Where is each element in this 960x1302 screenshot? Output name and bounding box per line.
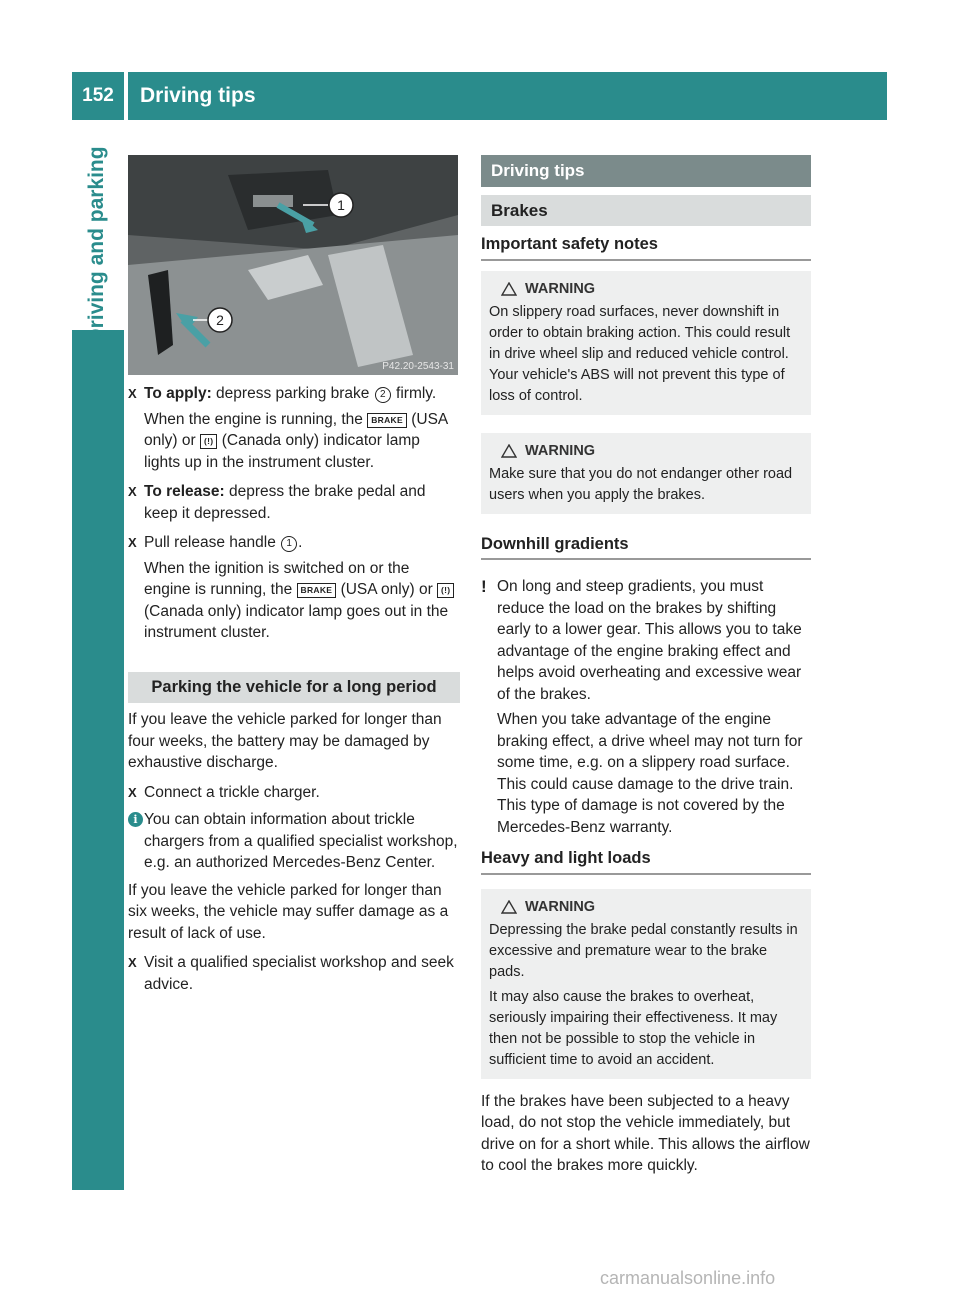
paragraph: If you leave the vehicle parked for longer than six weeks, the vehicle may suffer damage as a result of lack of use. [128, 881, 449, 942]
figure-callout-1: 1 [337, 197, 345, 213]
info-note [128, 809, 460, 874]
step-text: Pull release handle [144, 534, 281, 551]
right-column [481, 155, 811, 1177]
left-column [128, 155, 460, 995]
warning-label: WARNING [525, 442, 596, 459]
caution-text: On long and steep gradients, you must reduce the load on the brakes by shifting early to a lower gear. This allows you to take advantage of the engine braking effect and helps avoid overheating and excessive wear of the brakes. [497, 578, 802, 703]
step-text: depress the brake pedal and keep it depressed. [144, 483, 426, 522]
figure-callout-2: 2 [216, 312, 224, 328]
step-release [128, 481, 460, 524]
warning-header [501, 897, 803, 918]
caution-icon: ! [481, 577, 487, 596]
warning-triangle-icon [501, 282, 517, 296]
step-arrow-icon: X [128, 955, 137, 970]
warning-label: WARNING [525, 280, 596, 297]
heading-downhill: Downhill gradients [481, 534, 811, 561]
brake-indicator-icon: BRAKE [297, 583, 337, 598]
step-pull-handle [128, 532, 460, 644]
page-number: 152 [82, 85, 114, 106]
step-note: (USA only) or [144, 410, 448, 449]
heading-loads: Heavy and light loads [481, 848, 811, 875]
parking-brake-figure [128, 155, 458, 375]
warning-triangle-icon [501, 444, 517, 458]
callout-ref: 2 [375, 387, 391, 403]
parking-brake-illustration [128, 155, 458, 375]
warning-header [501, 441, 803, 462]
step-text: firmly. [391, 385, 437, 402]
section-title-long-parking: Parking the vehicle for a long period [128, 672, 460, 704]
step-arrow-icon: X [128, 484, 137, 499]
warning-text: Make sure that you do not endanger other road users when you apply the brakes. [489, 465, 793, 503]
section-title-driving-tips: Driving tips [481, 155, 811, 187]
info-icon: i [128, 812, 143, 827]
warning-text: Depressing the brake pedal constantly results in excessive and premature wear to the brake pads. [489, 921, 798, 980]
caution-text: When you take advantage of the engine braking effect, a drive wheel may not turn for some time, e.g. on a slippery road surface. This could cause damage to the drive train. This type of damage is not covered by the Mercedes-Benz warranty. [497, 711, 803, 836]
page-title: Driving tips [140, 84, 256, 107]
subsection-title-brakes: Brakes [481, 195, 811, 227]
warning-header [501, 279, 803, 300]
step-note: (Canada only) indicator lamp lights up in the instrument cluster. [144, 432, 420, 471]
step-apply [128, 383, 460, 473]
step-text: Connect a trickle charger. [144, 783, 320, 801]
warning-text: It may also cause the brakes to overheat, seriously impairing their effectiveness. It may then not be possible to stop the vehicle in sufficient time to avoid an accident. [489, 988, 778, 1068]
step-note: (Canada only) indicator lamp goes out in the instrument cluster. [144, 602, 449, 641]
step-note: When the ignition is switched on or the engine is running, the [144, 559, 410, 598]
step-arrow-icon: X [128, 535, 137, 550]
paragraph: If you leave the vehicle parked for longer than four weeks, the battery may be damaged by exhaustive discharge. [128, 711, 442, 771]
step-label: To release: [144, 483, 225, 500]
heading-safety-notes: Important safety notes [481, 234, 811, 261]
warning-text: On slippery road surfaces, never downshift in order to obtain braking action. This could result in drive wheel slip and reduced vehicle control. Your vehicle's ABS will not prevent this type of loss of control. [489, 303, 791, 404]
step-note: When the engine is running, the [144, 410, 368, 428]
header-separator [124, 72, 128, 120]
step-workshop [128, 952, 460, 995]
step-text: Visit a qualified specialist workshop and seek advice. [144, 954, 454, 993]
step-note: (USA only) or [336, 581, 438, 598]
canada-indicator-icon: (!) [437, 583, 454, 598]
warning-label: WARNING [525, 898, 596, 915]
watermark: carmanualsonline.info [600, 1268, 776, 1288]
step-text: . [298, 534, 303, 551]
paragraph: If the brakes have been subjected to a heavy load, do not stop the vehicle immediately, but drive on for a short while. This allows the airflow to cool the brakes more quickly. [481, 1092, 810, 1174]
figure-code: P42.20-2543-31 [382, 361, 454, 372]
caution-note [481, 576, 811, 838]
step-charger [128, 782, 460, 804]
step-text: depress parking brake [211, 385, 374, 402]
canada-indicator-icon: (!) [200, 434, 217, 449]
side-tab-label: Driving and parking [85, 146, 108, 344]
warning-box [481, 271, 811, 415]
warning-box [481, 433, 811, 514]
step-arrow-icon: X [128, 386, 137, 401]
warning-box [481, 889, 811, 1079]
brake-indicator-icon: BRAKE [367, 413, 407, 428]
step-arrow-icon: X [128, 784, 137, 800]
info-text: You can obtain information about trickle chargers from a qualified specialist workshop, e.g. an authorized Mercedes-Benz Center. [144, 811, 458, 871]
warning-triangle-icon [501, 900, 517, 914]
callout-ref: 1 [281, 536, 297, 552]
step-label: To apply: [144, 385, 212, 402]
